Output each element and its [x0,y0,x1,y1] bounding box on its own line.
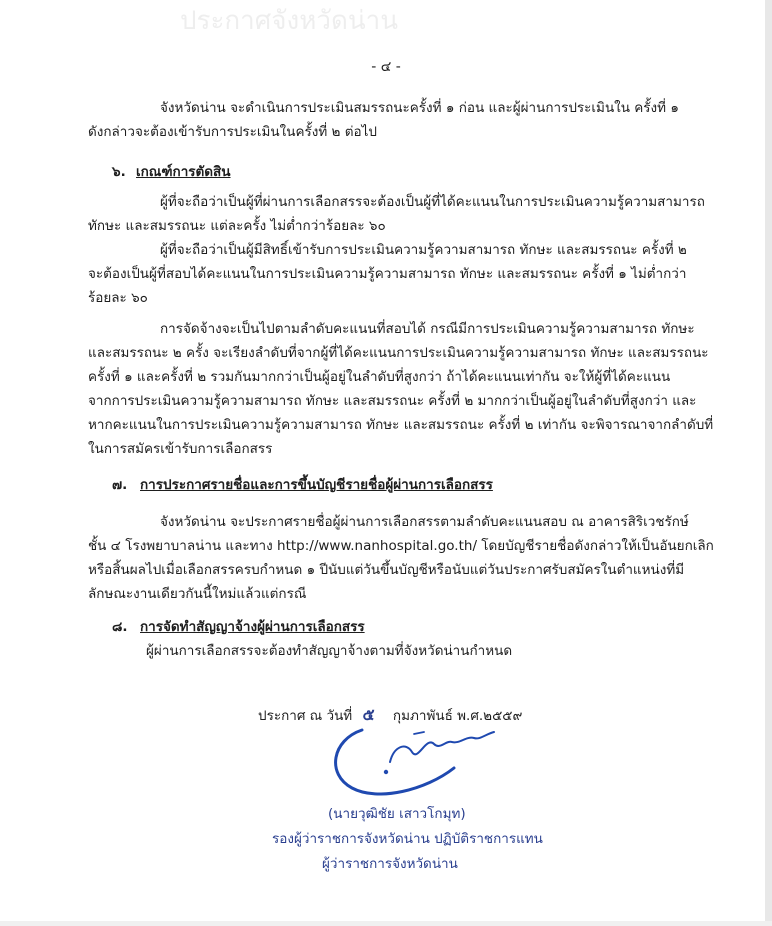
section-6-line: ทักษะ และสมรรถนะ แต่ละครั้ง ไม่ต่ำกว่าร้อยละ ๖๐ [88,218,386,234]
section-6-number: ๖. [112,164,126,180]
announce-date: กุมภาพันธ์ พ.ศ.๒๕๕๙ [392,708,523,724]
scan-edge-right [765,0,772,926]
section-6-line: จะต้องเป็นผู้ที่สอบได้คะแนนในการประเมินความรู้ความสามารถ ทักษะ และสมรรถนะ ครั้งที่ ๑ ไม่ต่ำกว่า [88,266,687,282]
section-6-line: และสมรรถนะ ๒ ครั้ง จะเรียงลำดับที่จากผู้ที่ได้คะแนนการประเมินความรู้ความสามารถ ทักษะ และสมรรถนะ [88,345,709,361]
section-6-line: ผู้ที่จะถือว่าเป็นผู้ที่ผ่านการเลือกสรรจะต้องเป็นผู้ที่ได้คะแนนในการประเมินความรู้ความสามารถ [160,194,705,210]
section-6-line: ครั้งที่ ๑ และครั้งที่ ๒ รวมกันมากกว่าเป็นผู้อยู่ในลำดับที่สูงกว่า ถ้าได้คะแนนเท่ากัน จะให้ผู้ที่ได้คะแนน [88,369,671,385]
section-6-heading: เกณฑ์การตัดสิน [136,164,231,180]
section-6-line: จากการประเมินความรู้ความสามารถ ทักษะ และสมรรถนะ ครั้งที่ ๒ มากกว่าเป็นผู้อยู่ในลำดับที่สูงกว่า และ [88,393,697,409]
page-number: - ๔ - [371,59,401,75]
section-7-heading: การประกาศรายชื่อและการขึ้นบัญชีรายชื่อผู้ผ่านการเลือกสรร [140,477,493,493]
section-7-number: ๗. [112,477,128,493]
signature-mark-icon [322,712,502,802]
section-6-line: การจัดจ้างจะเป็นไปตามลำดับคะแนนที่สอบได้ กรณีมีการประเมินความรู้ความสามารถ ทักษะ [160,321,695,337]
announce-day: ๕ [362,705,375,724]
signatory-position-1: รองผู้ว่าราชการจังหวัดน่าน ปฏิบัติราชการแทน [272,831,543,847]
signatory-position-2: ผู้ว่าราชการจังหวัดน่าน [322,856,458,872]
section-7-line: จังหวัดน่าน จะประกาศรายชื่อผู้ผ่านการเลือกสรรตามลำดับคะแนนสอบ ณ อาคารสิริเวชรักษ์ [160,514,689,530]
intro-line-2: ดังกล่าวจะต้องเข้ารับการประเมินในครั้งที่ ๒ ต่อไป [88,124,377,140]
section-8-number: ๘. [112,619,128,635]
section-6-line: ในการสมัครเข้ารับการเลือกสรร [88,441,273,457]
section-6-line: หากคะแนนในการประเมินความรู้ความสามารถ ทักษะ และสมรรถนะ ครั้งที่ ๒ เท่ากัน จะพิจารณาจากลำดับที่ [88,417,714,433]
scan-edge-bottom [0,921,772,926]
section-7-line: หรือสิ้นผลไปเมื่อเลือกสรรครบกำหนด ๑ ปีนับแต่วันขึ้นบัญชีหรือนับแต่วันประกาศรับสมัครในตำแหน่งที่มี [88,562,685,578]
section-8-heading: การจัดทำสัญญาจ้างผู้ผ่านการเลือกสรร [140,619,365,635]
section-7-line: ลักษณะงานเดียวกันนี้ใหม่แล้วแต่กรณี [88,586,307,602]
intro-line-1: จังหวัดน่าน จะดำเนินการประเมินสมรรถนะครั้งที่ ๑ ก่อน และผู้ผ่านการประเมินใน ครั้งที่ ๑ [160,100,679,116]
section-8-line: ผู้ผ่านการเลือกสรรจะต้องทำสัญญาจ้างตามที่จังหวัดน่านกำหนด [146,643,513,659]
announce-prefix: ประกาศ ณ วันที่ [258,708,353,724]
signatory-name: (นายวุฒิชัย เสาวโกมุท) [328,806,466,822]
section-6-line: ร้อยละ ๖๐ [88,290,148,306]
section-7-line: ชั้น ๔ โรงพยาบาลน่าน และทาง http://www.nanhospital.go.th/ โดยบัญชีรายชื่อดังกล่าวให้เป็นอันยกเลิก [88,538,714,554]
section-6-line: ผู้ที่จะถือว่าเป็นผู้มีสิทธิ์เข้ารับการประเมินความรู้ความสามารถ ทักษะ และสมรรถนะ ครั้งที่ ๒ [160,242,687,258]
header-watermark: ประกาศจังหวัดน่าน [180,6,398,36]
